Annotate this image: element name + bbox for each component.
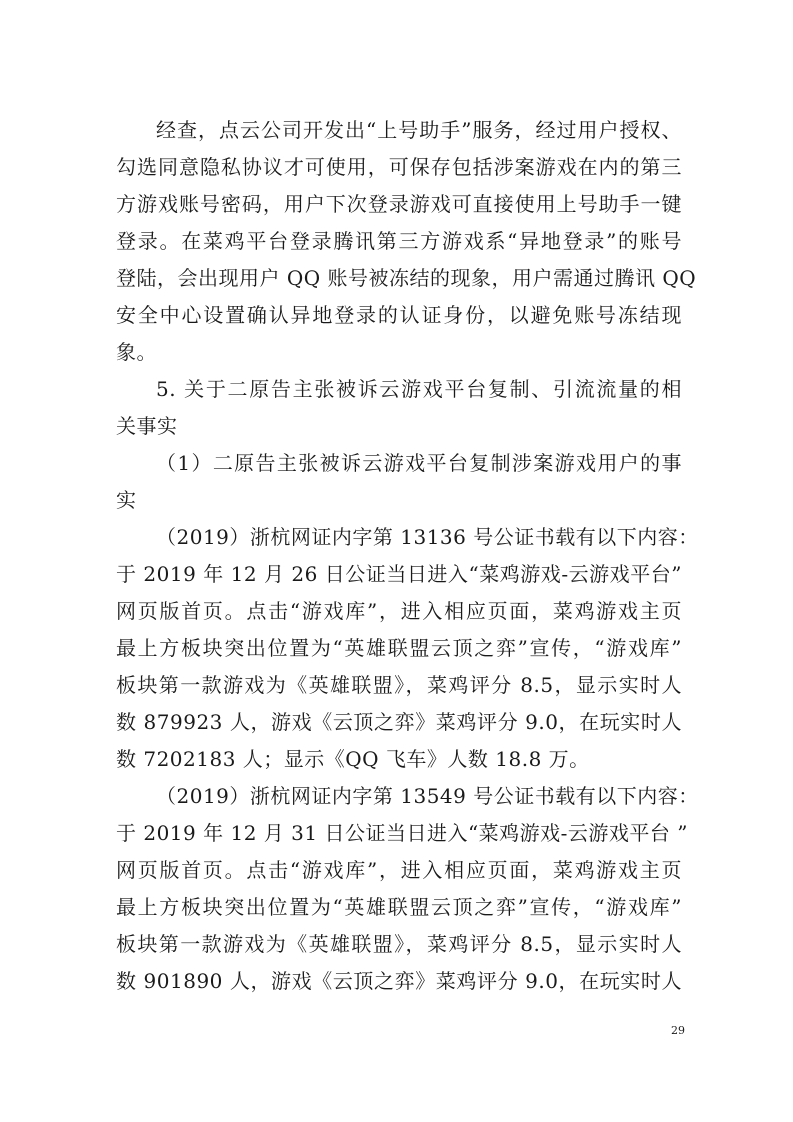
text-line: 经查，点云公司开发出“上号助手”服务，经过用户授权、: [156, 118, 682, 142]
text-line: 登陆，会出现用户 QQ 账号被冻结的现象，用户需通过腾讯 QQ: [116, 266, 697, 290]
text-line: 最上方板块突出位置为“英雄联盟云顶之弈”宣传，“游戏库”: [116, 895, 682, 919]
text-line: 网页版首页。点击“游戏库”，进入相应页面，菜鸡游戏主页: [116, 858, 682, 882]
text-line: 最上方板块突出位置为“英雄联盟云顶之弈”宣传，“游戏库”: [116, 636, 682, 660]
text-line: 于 2019 年 12 月 26 日公证当日进入“菜鸡游戏-云游戏平台”: [116, 562, 682, 586]
text-line: 数 879923 人，游戏《云顶之弈》菜鸡评分 9.0，在玩实时人: [116, 710, 682, 734]
text-line: 勾选同意隐私协议才可使用，可保存包括涉案游戏在内的第三: [116, 155, 682, 179]
text-line: 象。: [116, 340, 157, 364]
subsection-heading-line: （1）二原告主张被诉云游戏平台复制涉案游戏用户的事: [156, 451, 682, 475]
text-line: 板块第一款游戏为《英雄联盟》，菜鸡评分 8.5，显示实时人: [116, 673, 682, 697]
section-heading-line: 关事实: [116, 414, 178, 438]
subsection-heading-line: 实: [116, 488, 137, 512]
section-heading-line: 5. 关于二原告主张被诉云游戏平台复制、引流流量的相: [156, 377, 682, 401]
text-line: 网页版首页。点击“游戏库”，进入相应页面，菜鸡游戏主页: [116, 599, 682, 623]
text-line: 数 901890 人，游戏《云顶之弈》菜鸡评分 9.0，在玩实时人: [116, 969, 682, 993]
text-line: 于 2019 年 12 月 31 日公证当日进入“菜鸡游戏-云游戏平台 ”: [116, 821, 689, 845]
text-line: （2019）浙杭网证内字第 13136 号公证书载有以下内容：: [156, 525, 699, 549]
page-number: 29: [671, 1024, 685, 1037]
text-line: 方游戏账号密码，用户下次登录游戏可直接使用上号助手一键: [116, 192, 682, 216]
text-line: 数 7202183 人；显示《QQ 飞车》人数 18.8 万。: [116, 747, 590, 771]
text-line: 登录。在菜鸡平台登录腾讯第三方游戏系“异地登录”的账号: [116, 229, 682, 253]
text-line: （2019）浙杭网证内字第 13549 号公证书载有以下内容：: [156, 784, 699, 808]
text-line: 安全中心设置确认异地登录的认证身份，以避免账号冻结现: [116, 303, 682, 327]
text-line: 板块第一款游戏为《英雄联盟》，菜鸡评分 8.5，显示实时人: [116, 932, 682, 956]
